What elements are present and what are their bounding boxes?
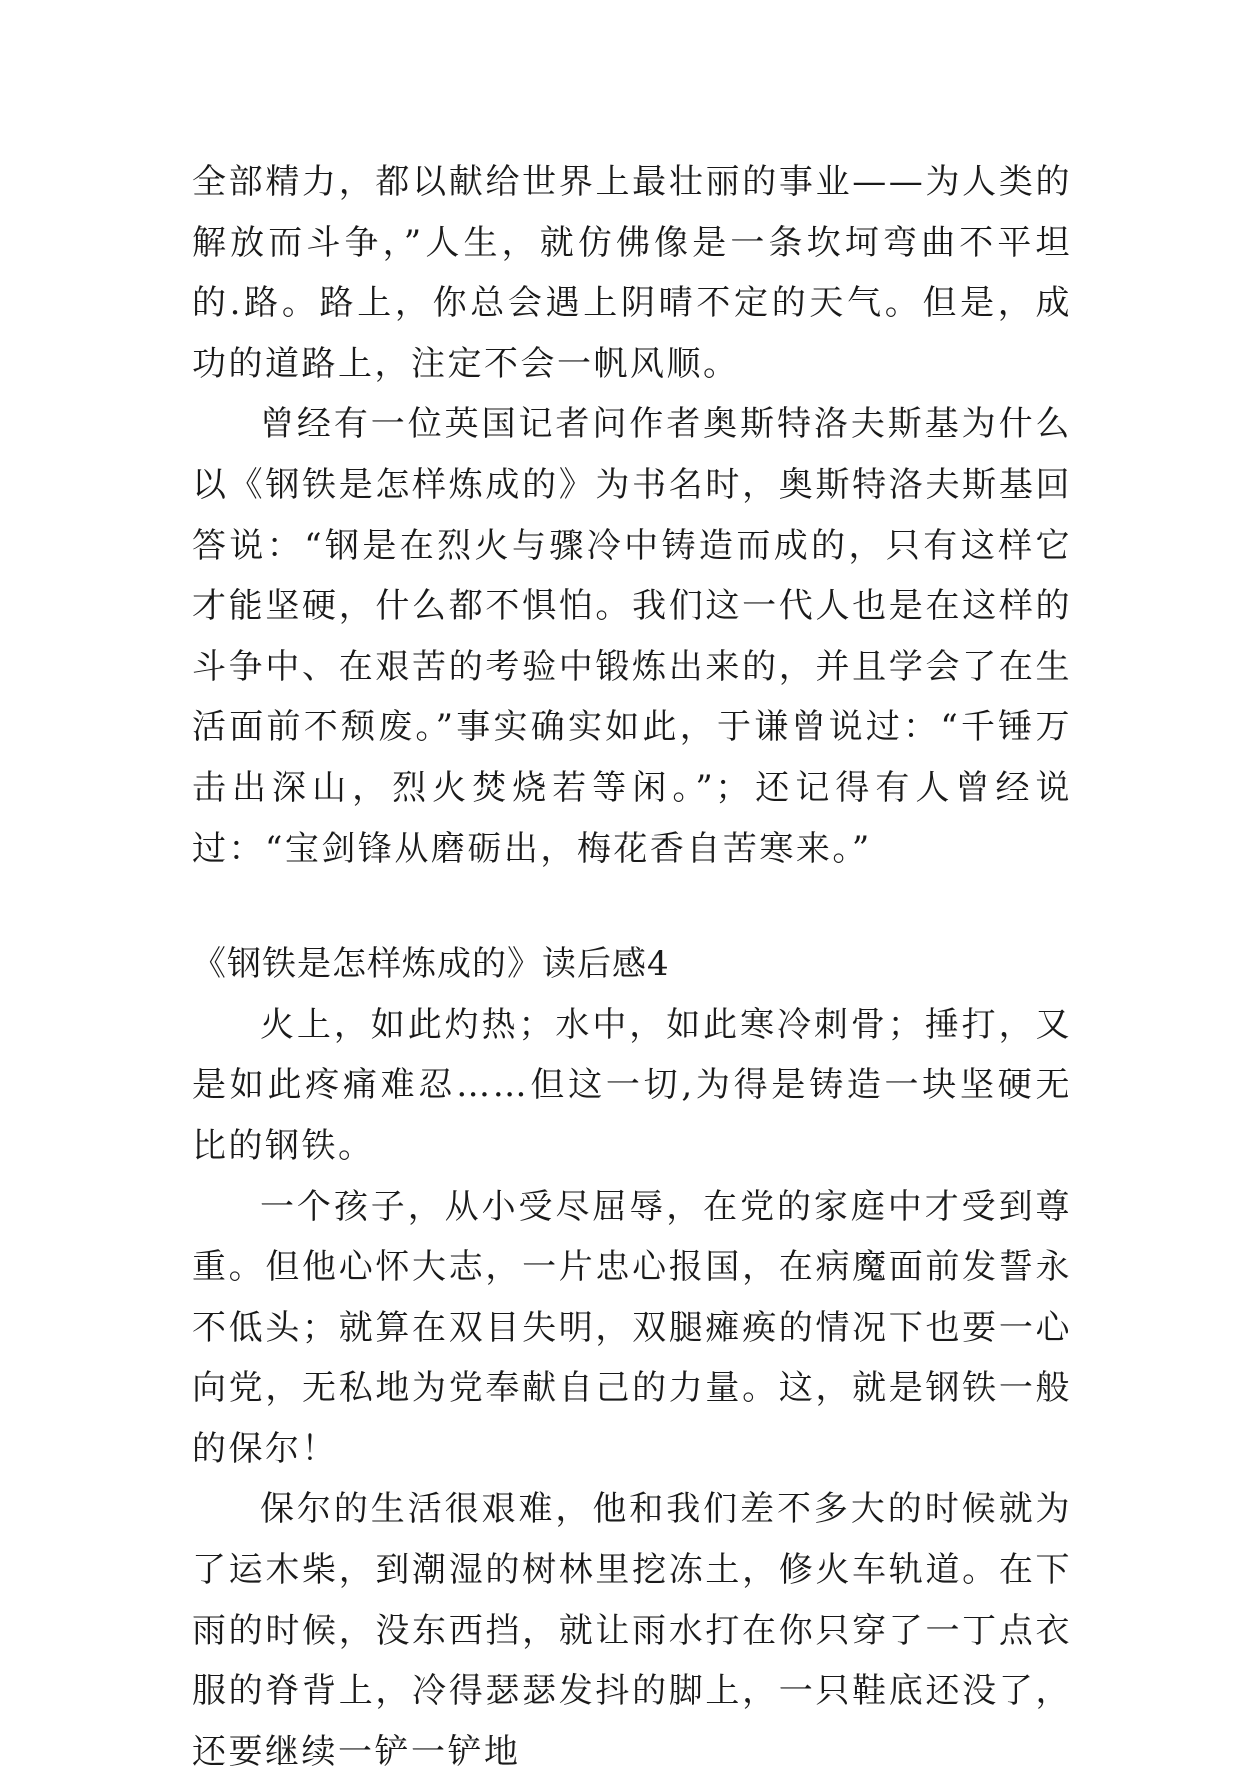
section-heading: 《钢铁是怎样炼成的》读后感4	[192, 944, 670, 985]
paragraph-hardship: 保尔的生活很艰难，他和我们差不多大的时候就为了运木柴，到潮湿的树林里挖冻土，修火车轨道。在下雨的时候，没东西挡，就让雨水打在你只穿了一丁点衣服的脊背上，冷得瑟瑟发抖的脚上，一只鞋底还没了，还要继续一铲一铲地	[192, 1489, 1072, 1772]
paragraph-forging: 火上，如此灼热；水中，如此寒冷刺骨；捶打，又是如此疼痛难忍……但这一切,为得是铸造一块坚硬无比的钢铁。	[192, 1004, 1072, 1166]
paragraph-child: 一个孩子，从小受尽屈辱，在党的家庭中才受到尊重。但他心怀大志，一片忠心报国，在病魔面前发誓永不低头；就算在双目失明，双腿瘫痪的情况下也要一心向党，无私地为党奉献自己的力量。这，就是钢铁一般的保尔！	[192, 1186, 1072, 1469]
paragraph-continued: 全部精力，都以献给世界上最壮丽的事业——为人类的解放而斗争，”人生，就仿佛像是一条坎坷弯曲不平坦的.路。路上，你总会遇上阴晴不定的天气。但是，成功的道路上，注定不会一帆风顺。	[192, 162, 1072, 384]
document-body	[192, 152, 1072, 1782]
paragraph-interview: 曾经有一位英国记者问作者奥斯特洛夫斯基为什么以《钢铁是怎样炼成的》为书名时，奥斯特洛夫斯基回答说：“钢是在烈火与骤冷中铸造而成的，只有这样它才能坚硬，什么都不惧怕。我们这一代人也是在这样的斗争中、在艰苦的考验中锻炼出来的，并且学会了在生活面前不颓废。”事实确实如此，于谦曾说过：“千锤万击出深山，烈火焚烧若等闲。”；还记得有人曾经说过：“宝剑锋从磨砺出，梅花香自苦寒来。”	[192, 404, 1072, 869]
